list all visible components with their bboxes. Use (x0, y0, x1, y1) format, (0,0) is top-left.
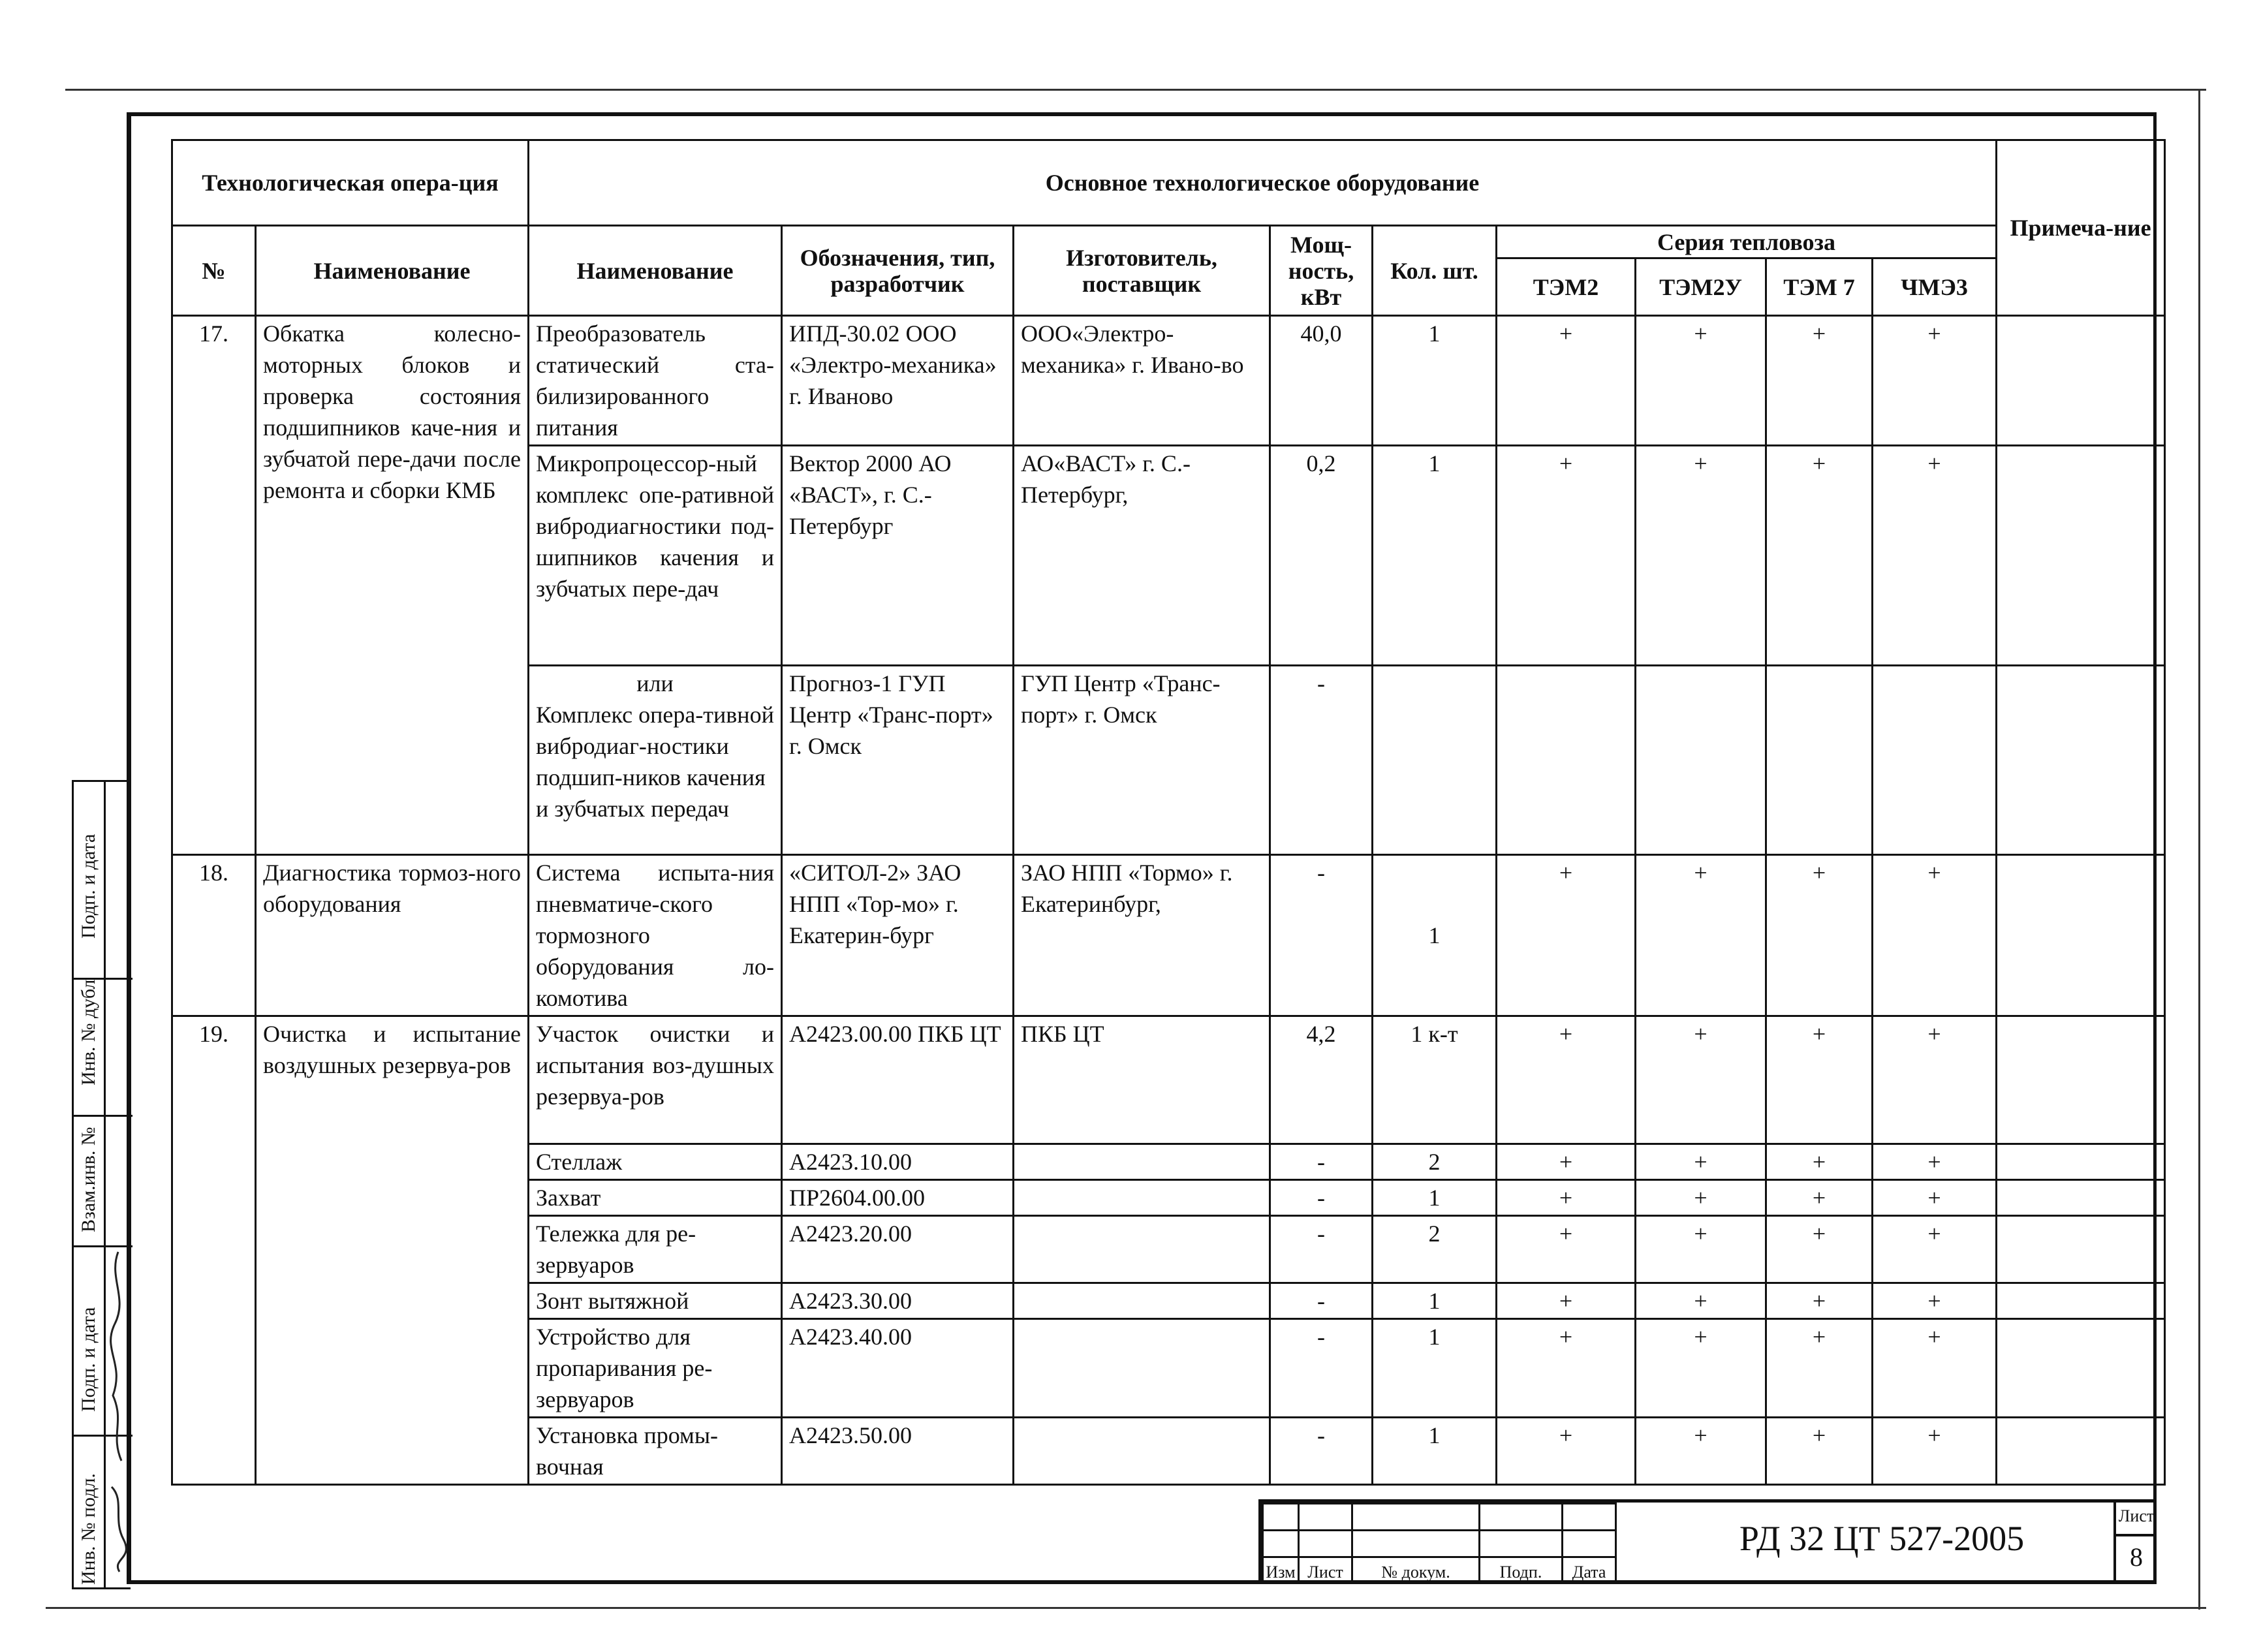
series-mark: + (1497, 1180, 1636, 1216)
note-cell (1997, 1016, 2165, 1144)
equipment-name: Тележка для ре-зервуаров (529, 1216, 782, 1283)
note-cell (1997, 1283, 2165, 1319)
series-mark: + (1873, 1180, 1997, 1216)
equipment-qty: 1 (1373, 1319, 1497, 1418)
stamp-list: Лист (1299, 1557, 1352, 1583)
header-series-3: ТЭМ 7 (1766, 258, 1873, 316)
series-mark: + (1636, 1283, 1766, 1319)
equipment-qty: 1 (1373, 1283, 1497, 1319)
series-mark: + (1873, 1319, 1997, 1418)
series-mark: + (1636, 1180, 1766, 1216)
header-maker: Изготовитель, поставщик (1014, 226, 1270, 316)
equipment-designation: А2423.30.00 (782, 1283, 1014, 1319)
series-mark: + (1766, 1319, 1873, 1418)
series-mark: + (1873, 1216, 1997, 1283)
equipment-power: 0,2 (1270, 446, 1373, 666)
header-equip-group: Основное технологическое оборудование (529, 140, 1997, 226)
header-eq-name: Наименование (529, 226, 782, 316)
series-mark: + (1636, 1216, 1766, 1283)
header-designation: Обозначения, тип, разработчик (782, 226, 1014, 316)
equipment-power: - (1270, 1216, 1373, 1283)
equipment-qty (1373, 666, 1497, 855)
header-row-1 (172, 140, 2165, 226)
margin-strip (72, 780, 131, 1589)
equipment-power: - (1270, 1180, 1373, 1216)
note-cell (1997, 316, 2165, 446)
series-mark: + (1766, 1144, 1873, 1180)
equipment-maker (1014, 1144, 1270, 1180)
op-name: Диагностика тормоз-ного оборудования (256, 855, 529, 1016)
series-mark: + (1766, 316, 1873, 446)
series-mark (1497, 666, 1636, 855)
equipment-name-cell (529, 666, 782, 855)
equipment-qty: 2 (1373, 1216, 1497, 1283)
margin-sign-date-2: Подп. и дата (78, 1307, 99, 1412)
scan-edge-bottom (46, 1607, 2206, 1609)
header-no: № (172, 226, 256, 316)
equipment-designation: ИПД-30.02 ООО «Электро-механика» г. Иваново (782, 316, 1014, 446)
header-series-2: ТЭМ2У (1636, 258, 1766, 316)
alternative-label: или (636, 670, 674, 696)
title-block (1258, 1499, 2157, 1584)
margin-inv-orig: Инв. № подл. (78, 1473, 99, 1585)
series-mark: + (1497, 1144, 1636, 1180)
series-mark: + (1497, 1016, 1636, 1144)
series-mark: + (1873, 446, 1997, 666)
equipment-maker: ГУП Центр «Транс-порт» г. Омск (1014, 666, 1270, 855)
series-mark: + (1873, 316, 1997, 446)
note-cell (1997, 446, 2165, 666)
equipment-name: Устройство для пропаривания ре-зервуаров (529, 1319, 782, 1418)
series-mark: + (1497, 855, 1636, 1016)
equipment-qty: 1 (1373, 446, 1497, 666)
series-mark: + (1636, 855, 1766, 1016)
equipment-maker: ЗАО НПП «Тормо» г. Екатеринбург, (1014, 855, 1270, 1016)
note-cell (1997, 1418, 2165, 1485)
op-number: 17. (172, 316, 256, 855)
equipment-designation: Вектор 2000 АО «ВАСТ», г. С.-Петербург (782, 446, 1014, 666)
series-mark: + (1766, 1283, 1873, 1319)
header-note: Примеча-ние (1997, 140, 2165, 316)
equipment-designation: «СИТОЛ-2» ЗАО НПП «Тор-мо» г. Екатерин-бург (782, 855, 1014, 1016)
series-mark: + (1766, 1016, 1873, 1144)
series-mark (1766, 666, 1873, 855)
series-mark: + (1766, 1180, 1873, 1216)
equipment-power: - (1270, 1283, 1373, 1319)
series-mark: + (1497, 446, 1636, 666)
header-series: Серия тепловоза (1497, 226, 1997, 258)
equipment-designation: А2423.50.00 (782, 1418, 1014, 1485)
margin-sep (74, 1115, 133, 1117)
equipment-maker (1014, 1319, 1270, 1418)
header-power: Мощ-ность, кВт (1270, 226, 1373, 316)
series-mark: + (1636, 1319, 1766, 1418)
stamp-doc: № докум. (1352, 1557, 1480, 1583)
note-cell (1997, 666, 2165, 855)
equipment-maker: ПКБ ЦТ (1014, 1016, 1270, 1144)
equipment-name: Участок очистки и испытания воз-душных резервуа-ров (529, 1016, 782, 1144)
series-mark (1873, 666, 1997, 855)
equipment-qty: 1 к-т (1373, 1016, 1497, 1144)
header-row-2 (172, 226, 2165, 258)
margin-sign-date-1: Подп. и дата (78, 834, 99, 939)
op-number: 19. (172, 1016, 256, 1485)
equipment-qty: 1 (1373, 1418, 1497, 1485)
op-number: 18. (172, 855, 256, 1016)
table-row (172, 1016, 2165, 1144)
equipment-maker: АО«ВАСТ» г. С.-Петербург, (1014, 446, 1270, 666)
equipment-designation: ПР2604.00.00 (782, 1180, 1014, 1216)
note-cell (1997, 855, 2165, 1016)
equipment-power: 4,2 (1270, 1016, 1373, 1144)
table-row (172, 855, 2165, 1016)
series-mark: + (1497, 1283, 1636, 1319)
margin-replace-inv: Взам.инв. № (78, 1127, 99, 1232)
equipment-power: - (1270, 666, 1373, 855)
equipment-maker (1014, 1180, 1270, 1216)
stamp-izm: Изм (1263, 1557, 1299, 1583)
equipment-name: Зонт вытяжной (529, 1283, 782, 1319)
equipment-name: Захват (529, 1180, 782, 1216)
note-cell (1997, 1144, 2165, 1180)
series-mark: + (1497, 316, 1636, 446)
note-cell (1997, 1319, 2165, 1418)
header-series-1: ТЭМ2 (1497, 258, 1636, 316)
scan-edge-top (65, 89, 2206, 91)
scan-edge-right (2198, 89, 2200, 1610)
equipment-qty: 2 (1373, 1144, 1497, 1180)
series-mark: + (1497, 1418, 1636, 1485)
document-code: РД 32 ЦТ 527-2005 (1739, 1519, 2025, 1558)
op-name: Очистка и испытание воздушных резервуа-ров (256, 1016, 529, 1485)
series-mark: + (1497, 1216, 1636, 1283)
note-cell (1997, 1216, 2165, 1283)
equipment-name: Комплекс опера-тивной вибродиаг-ностики подшип-ников качения и зубчатых передач (536, 702, 774, 822)
sheet-divider (2116, 1534, 2157, 1536)
series-mark: + (1873, 855, 1997, 1016)
equipment-power: - (1270, 855, 1373, 1016)
equipment-maker (1014, 1418, 1270, 1485)
series-mark: + (1873, 1418, 1997, 1485)
equipment-power: - (1270, 1418, 1373, 1485)
equipment-designation: А2423.40.00 (782, 1319, 1014, 1418)
equipment-table (171, 139, 2166, 1486)
sheet-box (2113, 1503, 2157, 1584)
header-op-group: Технологическая опера-ция (172, 140, 529, 226)
equipment-name: Стеллаж (529, 1144, 782, 1180)
equipment-name: Система испыта-ния пневматиче-ского тормозного оборудования ло-комотива (529, 855, 782, 1016)
equipment-qty: 1 (1373, 855, 1497, 1016)
series-mark: + (1766, 446, 1873, 666)
series-mark: + (1873, 1283, 1997, 1319)
equipment-power: 40,0 (1270, 316, 1373, 446)
table-row (172, 316, 2165, 446)
series-mark: + (1636, 316, 1766, 446)
equipment-maker: ООО«Электро-механика» г. Ивано-во (1014, 316, 1270, 446)
series-mark: + (1636, 1016, 1766, 1144)
margin-inv-dup: Инв. № дубл (78, 979, 99, 1085)
op-name: Обкатка колесно-моторных блоков и проверка состояния подшипников каче-ния и зубчатой пере-дачи после ремонта и сборки КМБ (256, 316, 529, 855)
equipment-maker (1014, 1216, 1270, 1283)
equipment-designation: А2423.10.00 (782, 1144, 1014, 1180)
header-op-name: Наименование (256, 226, 529, 316)
equipment-name: Установка промы-вочная (529, 1418, 782, 1485)
equipment-name: Микропроцессор-ный комплекс опе-ративной вибродиагностики под-шипников качения и зубчатых пере-дач (529, 446, 782, 666)
series-mark: + (1636, 446, 1766, 666)
equipment-designation: А2423.00.00 ПКБ ЦТ (782, 1016, 1014, 1144)
handwritten-signature (105, 1239, 131, 1578)
equipment-designation: А2423.20.00 (782, 1216, 1014, 1283)
note-cell (1997, 1180, 2165, 1216)
series-mark: + (1497, 1319, 1636, 1418)
sheet-number: 8 (2130, 1542, 2143, 1572)
series-mark: + (1873, 1144, 1997, 1180)
series-mark: + (1873, 1016, 1997, 1144)
sheet-label: Лист (2118, 1506, 2155, 1525)
header-series-4: ЧМЭ3 (1873, 258, 1997, 316)
series-mark: + (1636, 1418, 1766, 1485)
revision-grid (1262, 1503, 1617, 1583)
series-mark (1636, 666, 1766, 855)
header-qty: Кол. шт. (1373, 226, 1497, 316)
series-mark: + (1766, 855, 1873, 1016)
equipment-qty: 1 (1373, 1180, 1497, 1216)
equipment-power: - (1270, 1319, 1373, 1418)
equipment-qty: 1 (1373, 316, 1497, 446)
equipment-designation: Прогноз-1 ГУП Центр «Транс-порт» г. Омск (782, 666, 1014, 855)
equipment-power: - (1270, 1144, 1373, 1180)
stamp-podp: Подп. (1480, 1557, 1563, 1583)
equipment-maker (1014, 1283, 1270, 1319)
series-mark: + (1636, 1144, 1766, 1180)
equipment-name: Преобразователь статический ста-билизированного питания (529, 316, 782, 446)
series-mark: + (1766, 1418, 1873, 1485)
series-mark: + (1766, 1216, 1873, 1283)
stamp-date: Дата (1563, 1557, 1616, 1583)
